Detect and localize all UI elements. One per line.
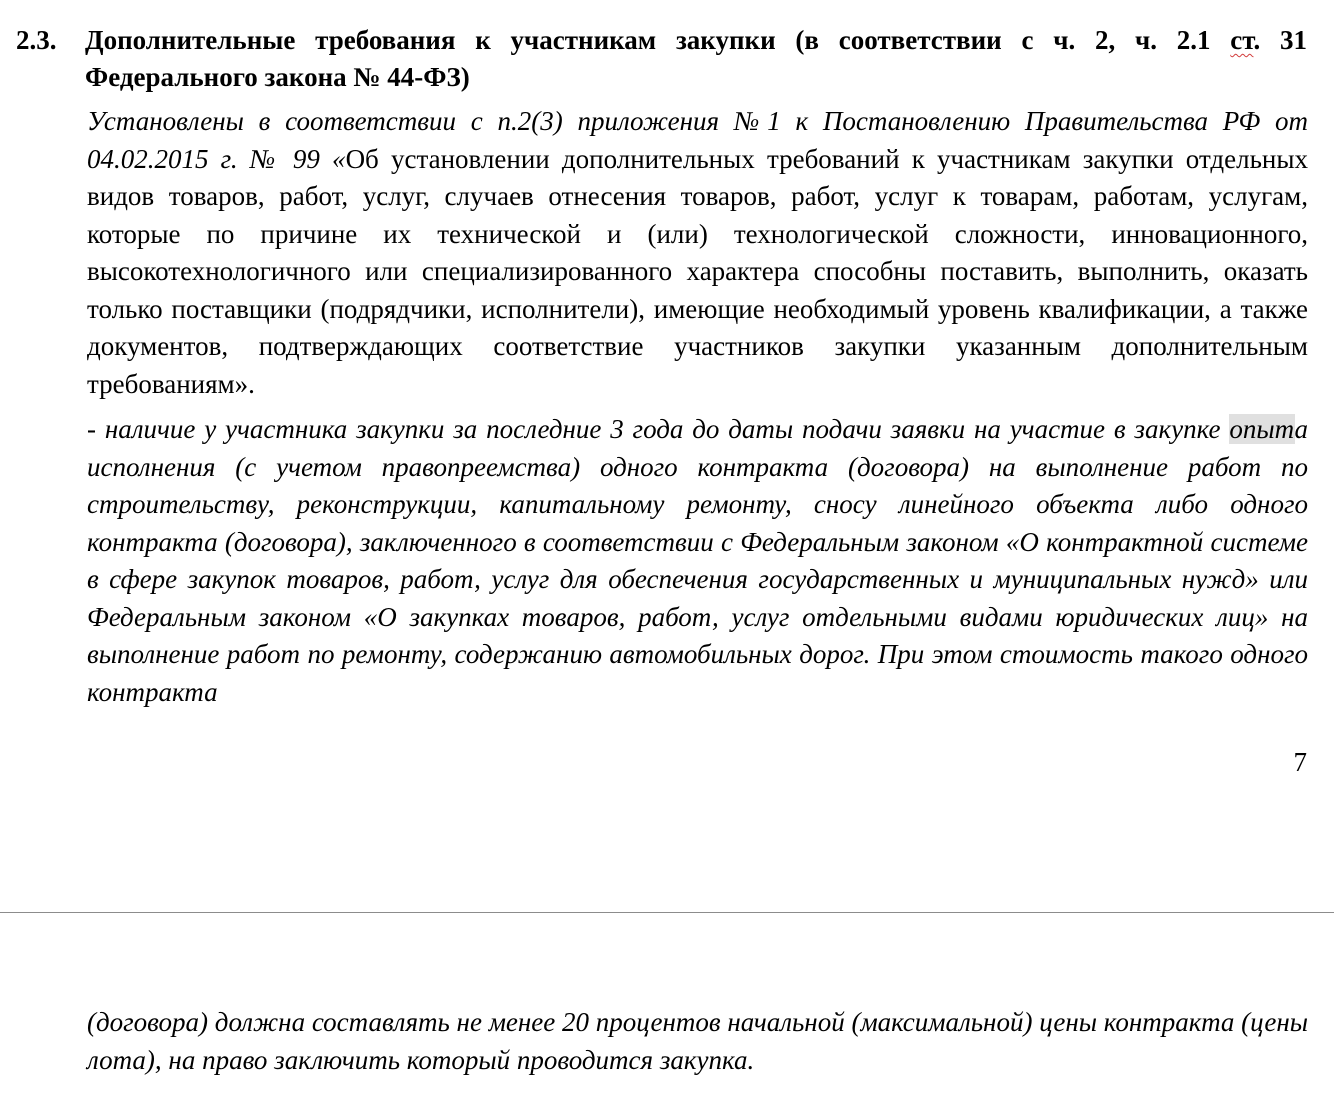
section-number: 2.3.	[16, 25, 57, 55]
basis-italic-text: Установлены в соответствии с п.2(3) приложения №1 к Постановлению Правительства РФ от 04.02.2015 г. № 99 «	[87, 106, 1308, 174]
heading-text-end: . 31 Федерального закона № 44-ФЗ)	[85, 25, 1307, 92]
basis-regular-text: Об установлении дополнительных требований к участникам закупки отдельных видов товаров, работ, услуг, случаев отнесения товаров, работ, услуг к товарам, работам, услугам, которые по причине их технической и (или) технологической сложности, инновационного, высокотехнологичного или специализированного характера способны поставить, выполнить, оказать только поставщики (подрядчики, исполнители), имеющие необходимый уровень квалификации, а также документов, подтверждающих соответствие участников закупки указанным дополнительным требованиям».	[87, 143, 1308, 399]
search-highlight[interactable]: опыт	[1229, 414, 1295, 444]
page-number: 7	[1293, 747, 1307, 777]
spellcheck-flagged-word[interactable]: ст	[1230, 25, 1254, 55]
page-break-divider	[0, 912, 1334, 913]
continued-paragraph: (договора) должна составлять не менее 20 процентов начальной (максимальной) цены контракта (цены лота), на право заключить который проводится закупка.	[87, 1007, 1308, 1075]
heading-text-start: Дополнительные требования к участникам закупки (в соответствии с ч. 2, ч. 2.1	[85, 25, 1231, 55]
basis-paragraph	[87, 103, 1308, 403]
requirement-text-end: а исполнения (с учетом правопреемства) одного контракта (договора) на выполнение работ по строительству, реконструкции, капитальному ремонту, сносу линейного объекта либо одного контракта (договора), заключенного в соответствии с Федеральным законом «О контрактной системе в сфере закупок товаров, работ, услуг для обеспечения государственных и муниципальных нужд» или Федеральным законом «О закупках товаров, работ, услуг отдельными видами юридических лиц» на выполнение работ по ремонту, содержанию автомобильных дорог. При этом стоимость такого одного контракта	[87, 414, 1308, 707]
requirement-text-start: - наличие у участника закупки за последние 3 года до даты подачи заявки на участие в закупке	[87, 414, 1230, 444]
section-heading	[85, 22, 1307, 96]
requirement-paragraph	[87, 411, 1308, 711]
